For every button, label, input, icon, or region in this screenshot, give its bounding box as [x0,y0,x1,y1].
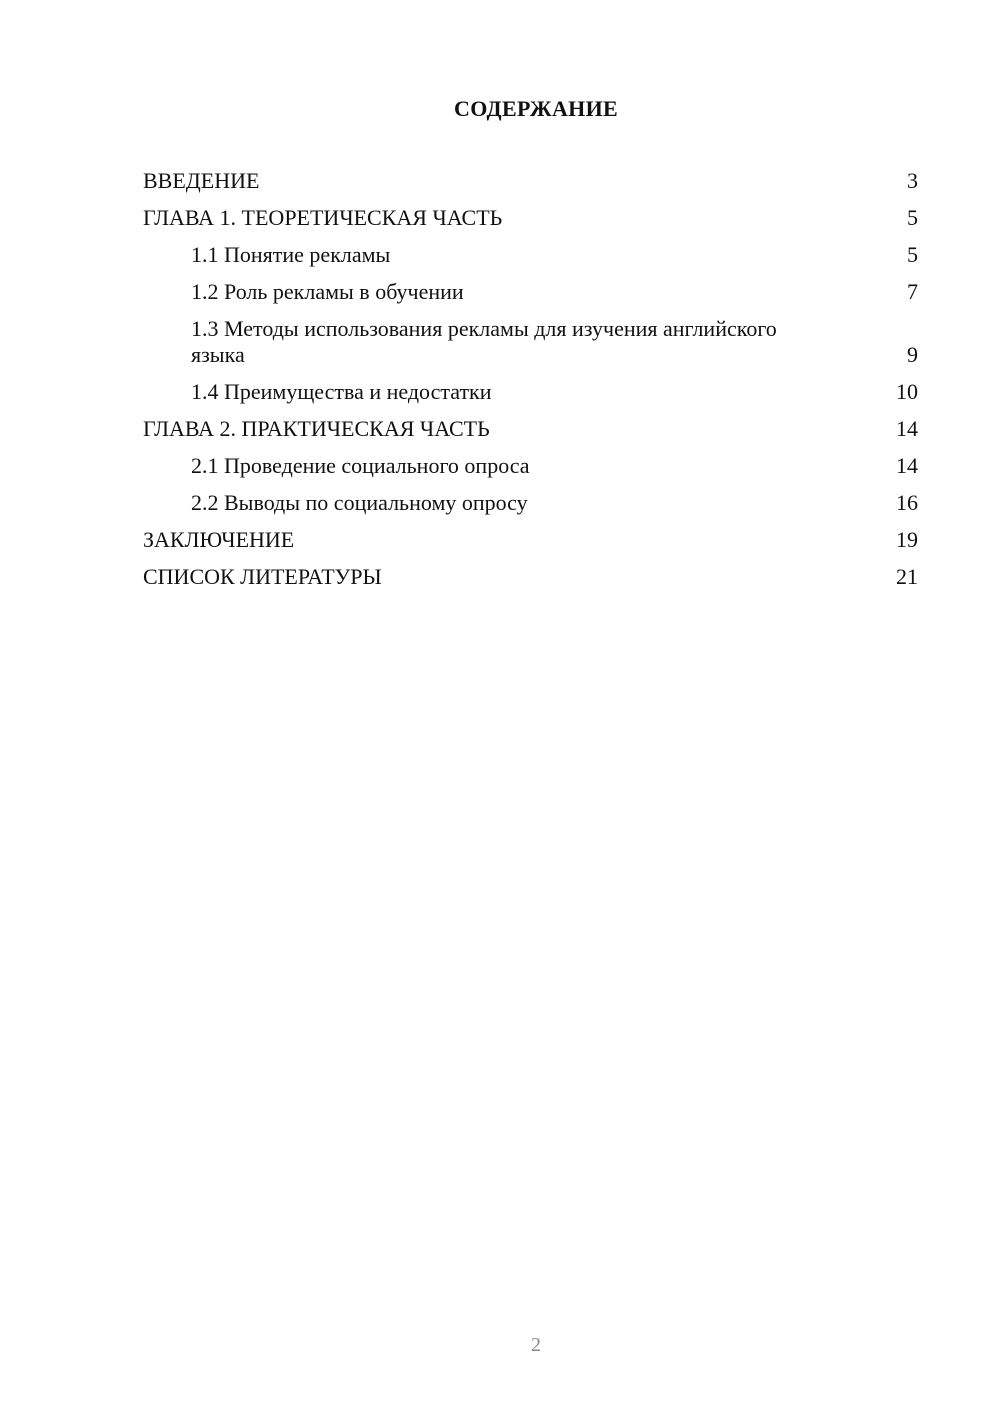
toc-entry-label: ГЛАВА 2. ПРАКТИЧЕСКАЯ ЧАСТЬ [143,416,490,441]
toc-entry-page: 21 [896,564,918,589]
toc-entry-page: 9 [907,342,918,367]
toc-entry-section-1-4[interactable] [143,379,918,416]
toc-entry-page: 7 [907,279,918,304]
toc-entry-page: 14 [896,416,918,441]
toc-entry-page: 3 [907,168,918,193]
toc-entry-label: ЗАКЛЮЧЕНИЕ [143,527,295,552]
toc-entry-introduction[interactable] [143,168,918,205]
toc-entry-label: ГЛАВА 1. ТЕОРЕТИЧЕСКАЯ ЧАСТЬ [143,205,503,230]
toc-entry-section-1-3[interactable] [143,316,918,379]
toc-entry-page: 5 [907,242,918,267]
toc-entry-page: 19 [896,527,918,552]
toc-entry-section-2-1[interactable] [143,453,918,490]
toc-entry-chapter-1[interactable] [143,205,918,242]
toc-entry-section-1-1[interactable] [143,242,918,279]
toc-entry-references[interactable] [143,564,918,601]
toc-entry-label: 2.1 Проведение социального опроса [191,453,530,478]
toc-entry-label: 2.2 Выводы по социальному опросу [191,490,528,515]
toc-entry-label: 1.4 Преимущества и недостатки [191,379,492,404]
toc-entry-label: 1.2 Роль рекламы в обучении [191,279,464,304]
toc-entry-chapter-2[interactable] [143,416,918,453]
toc-entry-section-1-2[interactable] [143,279,918,316]
toc-entry-page: 16 [896,490,918,515]
toc-entry-page: 5 [907,205,918,230]
toc-entry-page: 14 [896,453,918,478]
page-title: СОДЕРЖАНИЕ [454,96,618,121]
toc-entry-label: ВВЕДЕНИЕ [143,168,260,193]
table-of-contents [143,168,918,601]
toc-entry-label: 1.1 Понятие рекламы [191,242,391,267]
toc-entry-conclusion[interactable] [143,527,918,564]
toc-entry-label: 1.3 Методы использования рекламы для изучения английского языка [191,316,777,367]
toc-entry-section-2-2[interactable] [143,490,918,527]
toc-entry-page: 10 [896,379,918,404]
toc-entry-label: СПИСОК ЛИТЕРАТУРЫ [143,564,382,589]
page-number: 2 [531,1334,541,1356]
